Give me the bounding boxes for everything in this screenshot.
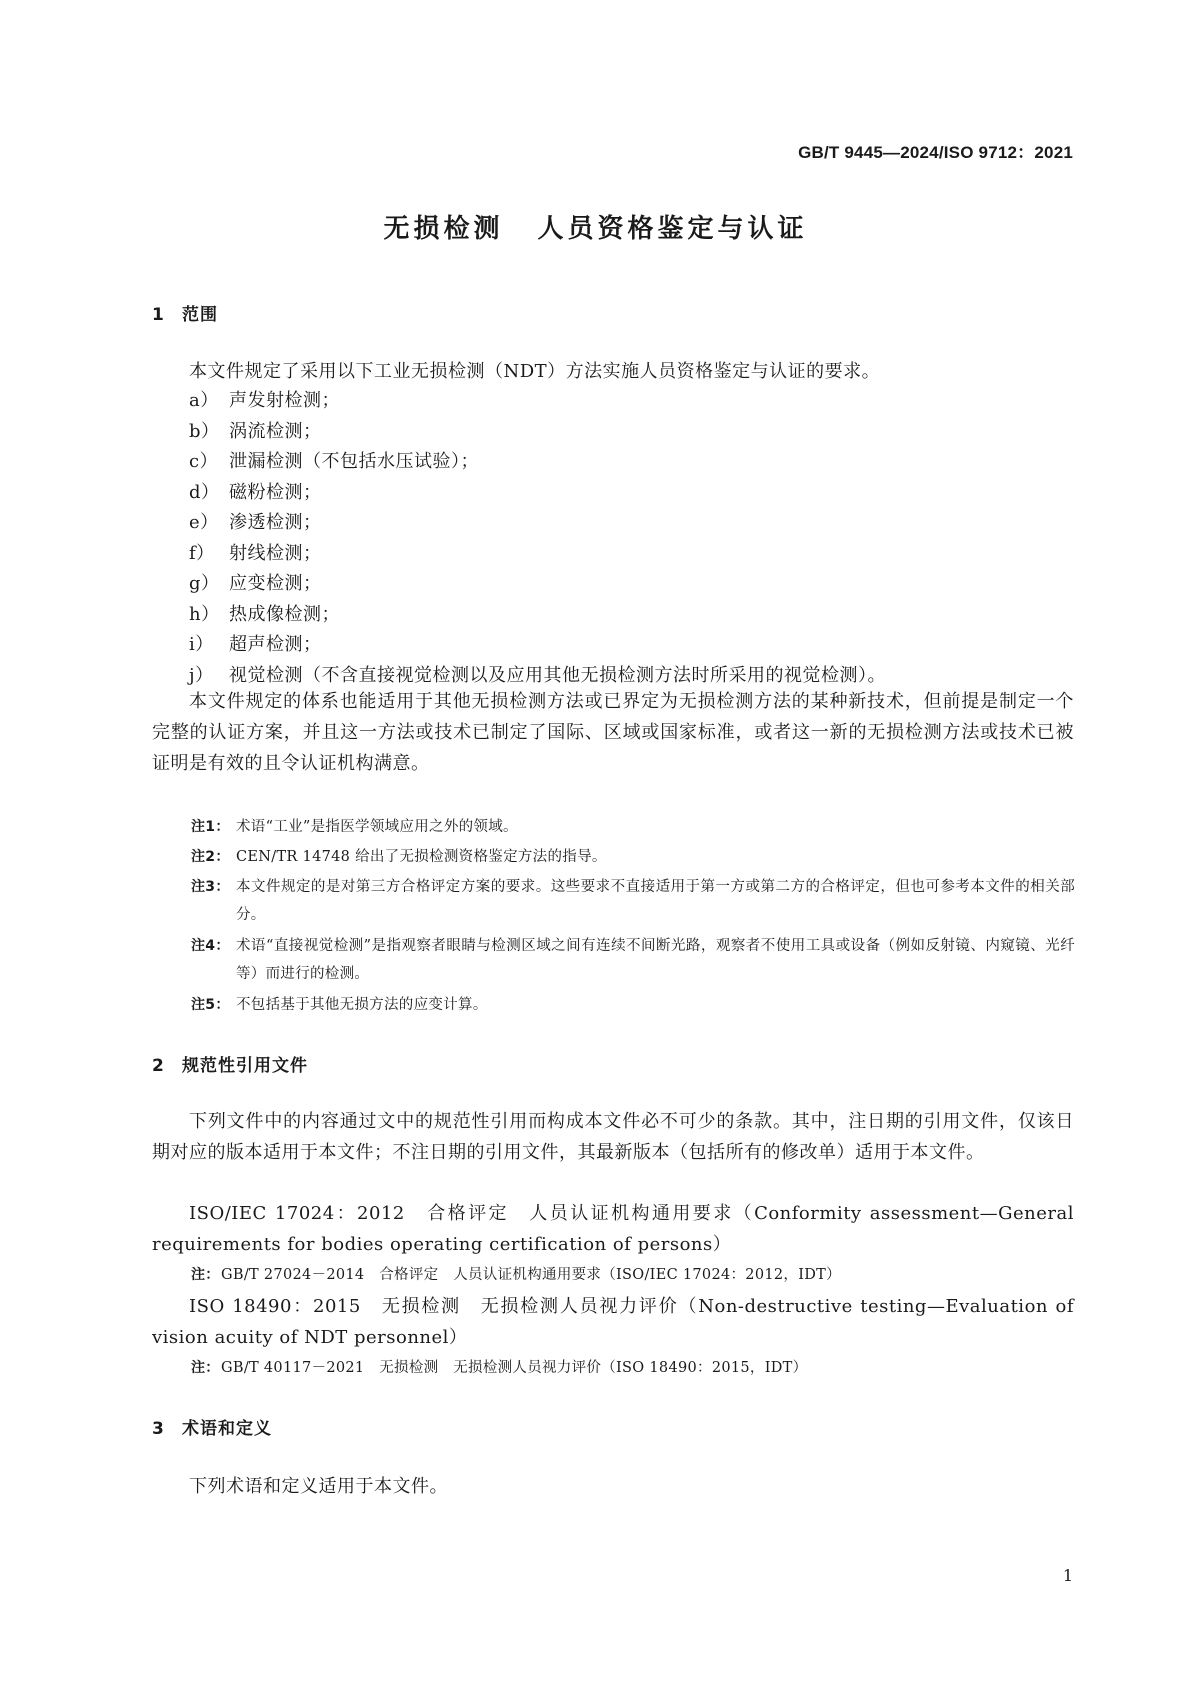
reference-note-1: 注： GB/T 27024－2014 合格评定 人员认证机构通用要求（ISO/IEC 17024：2012，IDT） [191,1267,841,1283]
list-item: b） 涡流检测； [189,421,322,442]
reference-iso-17024: ISO/IEC 17024：2012 合格评定 人员认证机构通用要求（Conformity assessment—General requirements for bodies operating certification of persons） [152,1203,1074,1255]
section-3-number: 3 [152,1419,165,1439]
document-title [0,208,1191,245]
list-item: d） 磁粉检测； [189,482,322,503]
section-3-heading [152,1414,272,1439]
section-2-title: 规范性引用文件 [182,1056,308,1076]
page-number: 1 [1062,1566,1073,1585]
list-item: f） 射线检测； [189,543,322,564]
normative-refs-intro: 下列文件中的内容通过文中的规范性引用而构成本文件必不可少的条款。其中，注日期的引用文件，仅该日期对应的版本适用于本文件；不注日期的引用文件，其最新版本（包括所有的修改单）适用于本文件。 [152,1111,1074,1163]
note-1: 注1： 术语“工业”是指医学领域应用之外的领域。 [191,819,518,835]
list-item: i） 超声检测； [189,634,322,655]
list-item: a） 声发射检测； [189,390,340,411]
terms-intro: 下列术语和定义适用于本文件。 [189,1476,448,1497]
note-2: 注2： CEN/TR 14748 给出了无损检测资格鉴定方法的指导。 [191,849,607,865]
section-1-title: 范围 [182,305,218,325]
title-part-2: 人员资格鉴定与认证 [537,214,808,244]
list-item: h） 热成像检测； [189,604,340,625]
list-item: j） 视觉检测（不含直接视觉检测以及应用其他无损检测方法时所采用的视觉检测）。 [189,665,886,686]
section-1-number: 1 [152,305,165,325]
scope-intro: 本文件规定了采用以下工业无损检测（NDT）方法实施人员资格鉴定与认证的要求。 [189,361,881,382]
section-1-heading [152,300,218,325]
list-item: e） 渗透检测； [189,512,322,533]
section-2-number: 2 [152,1056,165,1076]
section-3-title: 术语和定义 [182,1419,272,1439]
list-item: g） 应变检测； [189,573,322,594]
section-2-heading [152,1051,308,1076]
note-3: 注3： 本文件规定的是对第三方合格评定方案的要求。这些要求不直接适用于第一方或第二方的合格评定，但也可参考本文件的相关部分。 [191,879,1075,923]
reference-iso-18490: ISO 18490：2015 无损检测 无损检测人员视力评价（Non-destructive testing—Evaluation of vision acuity of NDT personnel） [152,1296,1074,1348]
scope-extension: 本文件规定的体系也能适用于其他无损检测方法或已界定为无损检测方法的某种新技术，但前提是制定一个完整的认证方案，并且这一方法或技术已制定了国际、区域或国家标准，或者这一新的无损检测方法或技术已被证明是有效的且令认证机构满意。 [152,691,1074,774]
title-part-1: 无损检测 [383,214,504,244]
note-5: 注5： 不包括基于其他无损方法的应变计算。 [191,997,488,1013]
reference-note-2: 注： GB/T 40117－2021 无损检测 无损检测人员视力评价（ISO 18490：2015，IDT） [191,1360,808,1376]
standard-code: GB/T 9445—2024/ISO 9712：2021 [798,143,1073,162]
note-4: 注4： 术语“直接视觉检测”是指观察者眼睛与检测区域之间有连续不间断光路，观察者不使用工具或设备（例如反射镜、内窥镜、光纤等）而进行的检测。 [191,938,1075,982]
list-item: c） 泄漏检测（不包括水压试验）； [189,451,479,472]
